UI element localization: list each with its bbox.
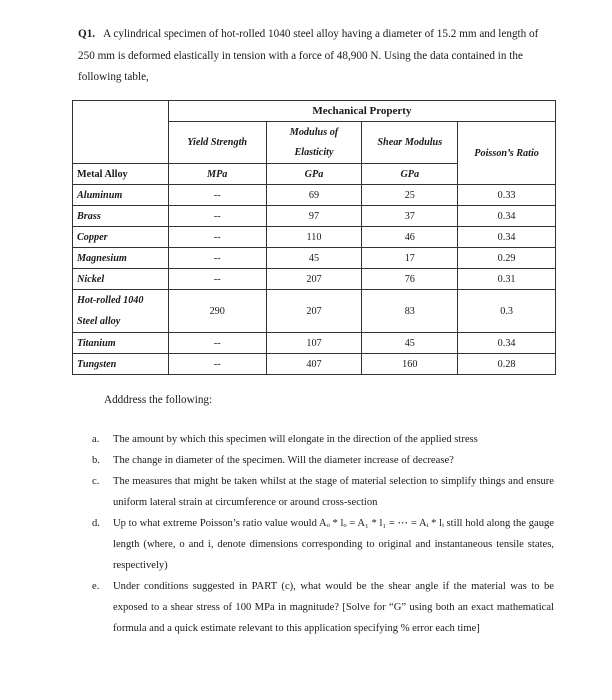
unit-yield: MPa xyxy=(168,164,266,185)
cell-alloy: Aluminum xyxy=(73,185,169,206)
item-text: The amount by which this specimen will elongate in the direction of the applied stress xyxy=(113,434,478,445)
cell-shear: 25 xyxy=(362,185,458,206)
cell-yield: -- xyxy=(168,206,266,227)
mechanical-property-table xyxy=(72,100,556,375)
question-number: Q1. xyxy=(78,28,96,40)
group-header: Mechanical Property xyxy=(168,101,555,122)
cell-poisson: 0.31 xyxy=(458,269,556,290)
unit-modulus: GPa xyxy=(266,164,362,185)
item-text: Under conditions suggested in PART (c), what would be the shear angle if the material was to be exposed to a shear stress of 100 MPa in magnitude? [Solve for “G” using both an exact mathematical formula and a quick estimate relevant to this application specifying % error each time] xyxy=(113,581,554,634)
table-row xyxy=(73,206,556,227)
cell-modulus: 107 xyxy=(266,333,362,354)
cell-yield: -- xyxy=(168,248,266,269)
item-label: e. xyxy=(92,581,100,592)
question-paragraph xyxy=(78,24,548,89)
cell-modulus: 97 xyxy=(266,206,362,227)
unit-shear: GPa xyxy=(362,164,458,185)
cell-shear: 76 xyxy=(362,269,458,290)
cell-alloy: Brass xyxy=(73,206,169,227)
list-item xyxy=(92,513,554,576)
header-poissons-ratio: Poisson’s Ratio xyxy=(458,122,556,185)
cell-poisson: 0.34 xyxy=(458,206,556,227)
cell-poisson: 0.34 xyxy=(458,227,556,248)
cell-alloy: Tungsten xyxy=(73,354,169,375)
cell-shear: 83 xyxy=(362,290,458,333)
header-yield-strength: Yield Strength xyxy=(168,122,266,164)
corner-cell-continued xyxy=(73,122,169,164)
cell-shear: 37 xyxy=(362,206,458,227)
item-text: Up to what extreme Poisson’s ratio value would Aₒ * lₒ = A₁ * l₁ = ⋯ = Aᵢ * lᵢ still hold along the gauge length (where, o and i, denote dimensions corresponding to original and instantaneous tensile states, respectively) xyxy=(113,518,554,571)
item-text: The measures that might be taken whilst at the stage of material selection to simplify things and ensure uniform lateral strain at circumference or around cross-section xyxy=(113,476,554,508)
cell-yield: -- xyxy=(168,227,266,248)
cell-poisson: 0.28 xyxy=(458,354,556,375)
cell-poisson: 0.33 xyxy=(458,185,556,206)
cell-modulus: 45 xyxy=(266,248,362,269)
cell-alloy: Copper xyxy=(73,227,169,248)
task-list xyxy=(92,429,554,639)
cell-shear: 45 xyxy=(362,333,458,354)
cell-shear: 17 xyxy=(362,248,458,269)
list-item xyxy=(92,450,554,471)
cell-alloy: Titanium xyxy=(73,333,169,354)
table-row xyxy=(73,269,556,290)
cell-yield: 290 xyxy=(168,290,266,333)
item-label: a. xyxy=(92,434,100,445)
list-item xyxy=(92,576,554,639)
cell-alloy: Nickel xyxy=(73,269,169,290)
list-item xyxy=(92,429,554,450)
table-row xyxy=(73,185,556,206)
header-shear-modulus: Shear Modulus xyxy=(362,122,458,164)
table-row xyxy=(73,248,556,269)
item-label: c. xyxy=(92,476,100,487)
cell-poisson: 0.3 xyxy=(458,290,556,333)
cell-shear: 46 xyxy=(362,227,458,248)
header-metal-alloy: Metal Alloy xyxy=(73,164,169,185)
cell-shear: 160 xyxy=(362,354,458,375)
item-label: d. xyxy=(92,518,100,529)
corner-cell xyxy=(73,101,169,122)
question-text: A cylindrical specimen of hot-rolled 1040 steel alloy having a diameter of 15.2 mm and length of 250 mm is deformed elastically in tension with a force of 48,900 N. Using the data contained in the following table, xyxy=(78,28,539,83)
cell-modulus: 69 xyxy=(266,185,362,206)
table-row xyxy=(73,333,556,354)
address-intro: Adddress the following: xyxy=(104,394,213,406)
item-text: The change in diameter of the specimen. Will the diameter increase of decrease? xyxy=(113,455,454,466)
table-row xyxy=(73,354,556,375)
cell-yield: -- xyxy=(168,185,266,206)
header-modulus-of-elasticity: Modulus of Elasticity xyxy=(266,122,362,164)
cell-yield: -- xyxy=(168,269,266,290)
cell-poisson: 0.34 xyxy=(458,333,556,354)
cell-yield: -- xyxy=(168,354,266,375)
table-row xyxy=(73,227,556,248)
cell-poisson: 0.29 xyxy=(458,248,556,269)
cell-alloy: Magnesium xyxy=(73,248,169,269)
table-row xyxy=(73,290,556,333)
cell-modulus: 207 xyxy=(266,290,362,333)
cell-modulus: 207 xyxy=(266,269,362,290)
cell-alloy: Hot-rolled 1040 Steel alloy xyxy=(73,290,169,333)
cell-modulus: 407 xyxy=(266,354,362,375)
cell-yield: -- xyxy=(168,333,266,354)
list-item xyxy=(92,471,554,513)
item-label: b. xyxy=(92,455,100,466)
cell-modulus: 110 xyxy=(266,227,362,248)
